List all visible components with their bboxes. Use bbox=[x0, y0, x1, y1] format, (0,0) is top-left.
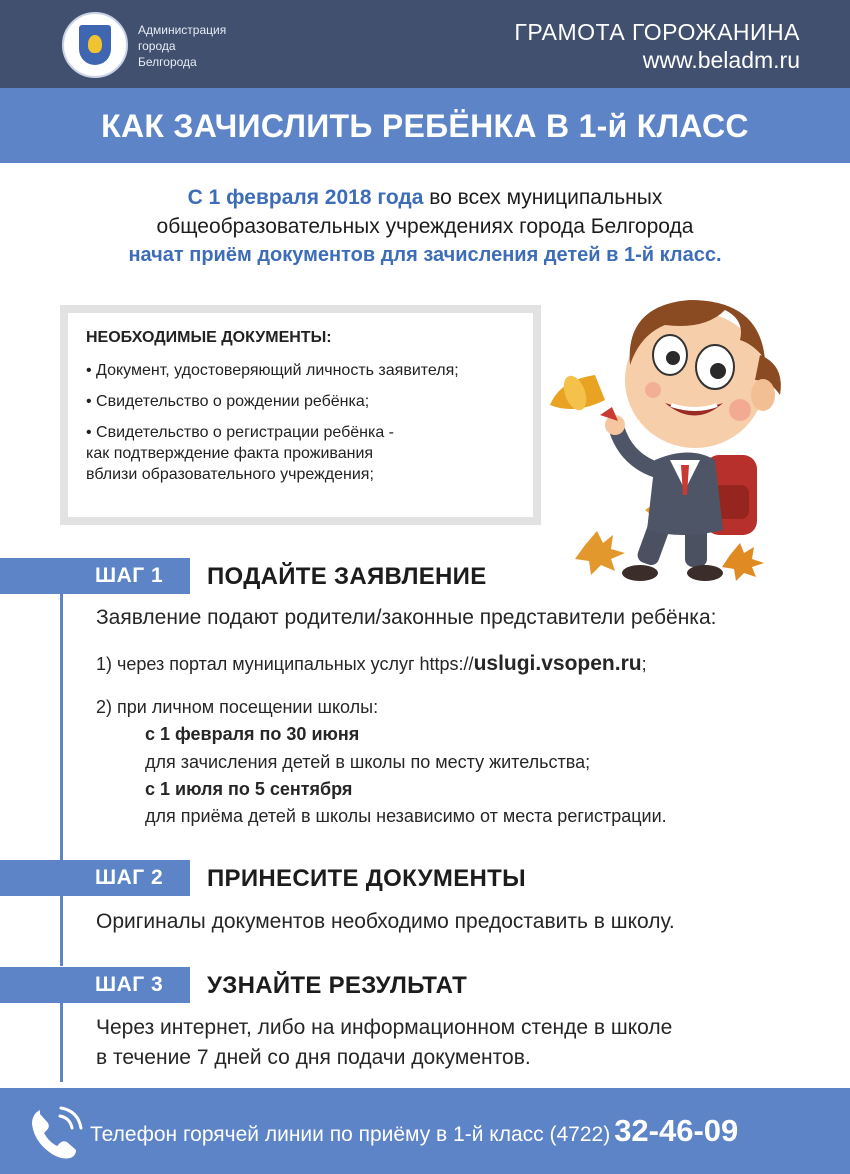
step1-option1 bbox=[96, 652, 647, 676]
hotline-label: Телефон горячей линии по приёму в 1-й класс (4722) bbox=[90, 1123, 611, 1146]
schoolboy-illustration bbox=[545, 285, 810, 595]
step2-text: Оригиналы документов необходимо предоставить в школу. bbox=[96, 910, 675, 933]
document-item bbox=[86, 422, 515, 485]
step-connector-line bbox=[60, 896, 63, 966]
website-link[interactable]: www.beladm.ru bbox=[642, 47, 800, 73]
intro-line1: во всех муниципальных bbox=[423, 186, 663, 209]
admin-line-2: города bbox=[138, 39, 176, 53]
portal-link[interactable]: uslugi.vsopen.ru bbox=[473, 652, 642, 675]
step2-title: ПРИНЕСИТЕ ДОКУМЕНТЫ bbox=[207, 865, 526, 892]
step3-tab: ШАГ 3 bbox=[0, 967, 190, 1003]
step1-option2: 2) при личном посещении школы: bbox=[96, 697, 379, 717]
step2-tab: ШАГ 2 bbox=[0, 860, 190, 896]
header-brand bbox=[514, 18, 800, 74]
hotline-text bbox=[90, 1114, 738, 1152]
step-connector-line bbox=[60, 1002, 63, 1082]
option1-prefix: 1) через портал муниципальных услуг https:// bbox=[96, 654, 474, 674]
admin-line-1: Администрация bbox=[138, 23, 227, 37]
step1-tab: ШАГ 1 bbox=[0, 558, 190, 594]
period2-description: для приёма детей в школы независимо от места регистрации. bbox=[145, 806, 667, 826]
period2-dates: с 1 июля по 5 сентября bbox=[145, 779, 353, 799]
intro-line2: общеобразовательных учреждениях города Белгорода bbox=[156, 215, 694, 238]
admin-line-3: Белгорода bbox=[138, 55, 197, 69]
intro-date: С 1 февраля 2018 года bbox=[187, 186, 424, 209]
intro-line3: начат приём документов для зачисления детей в 1-й класс. bbox=[128, 244, 722, 266]
hotline-number[interactable]: 32-46-09 bbox=[614, 1113, 739, 1148]
page-header bbox=[0, 0, 850, 88]
document-item-line: вблизи образовательного учреждения; bbox=[86, 466, 374, 483]
step1-title: ПОДАЙТЕ ЗАЯВЛЕНИЕ bbox=[207, 563, 487, 590]
step-connector-line bbox=[60, 594, 63, 862]
period1-description: для зачисления детей в школы по месту жительства; bbox=[145, 752, 591, 772]
document-item: • Свидетельство о рождении ребёнка; bbox=[86, 393, 370, 410]
hotline-footer bbox=[0, 1088, 850, 1174]
document-item: • Документ, удостоверяющий личность заявителя; bbox=[86, 362, 459, 379]
brand-title: ГРАМОТА ГОРОЖАНИНА bbox=[514, 19, 800, 45]
step3-line1: Через интернет, либо на информационном стенде в школе bbox=[96, 1016, 673, 1039]
step3-title: УЗНАЙТЕ РЕЗУЛЬТАТ bbox=[207, 972, 468, 999]
documents-box bbox=[68, 313, 533, 517]
document-item-line: как подтверждение факта проживания bbox=[86, 445, 374, 462]
title-band bbox=[0, 88, 850, 163]
city-emblem-icon bbox=[62, 12, 128, 78]
document-item-line: • Свидетельство о регистрации ребёнка - bbox=[86, 424, 394, 441]
step1-intro: Заявление подают родители/законные представители ребёнка: bbox=[96, 606, 717, 629]
documents-heading: НЕОБХОДИМЫЕ ДОКУМЕНТЫ: bbox=[86, 329, 332, 346]
phone-icon bbox=[26, 1102, 86, 1162]
administration-label bbox=[138, 22, 226, 70]
option1-suffix: ; bbox=[641, 654, 647, 674]
period1-dates: с 1 февраля по 30 июня bbox=[145, 724, 360, 744]
page-title: КАК ЗАЧИСЛИТЬ РЕБЁНКА В 1-й КЛАСС bbox=[101, 108, 749, 144]
step3-line2: в течение 7 дней со дня подачи документов. bbox=[96, 1046, 531, 1069]
intro-paragraph bbox=[40, 183, 810, 270]
coat-of-arms-shield bbox=[79, 25, 111, 65]
